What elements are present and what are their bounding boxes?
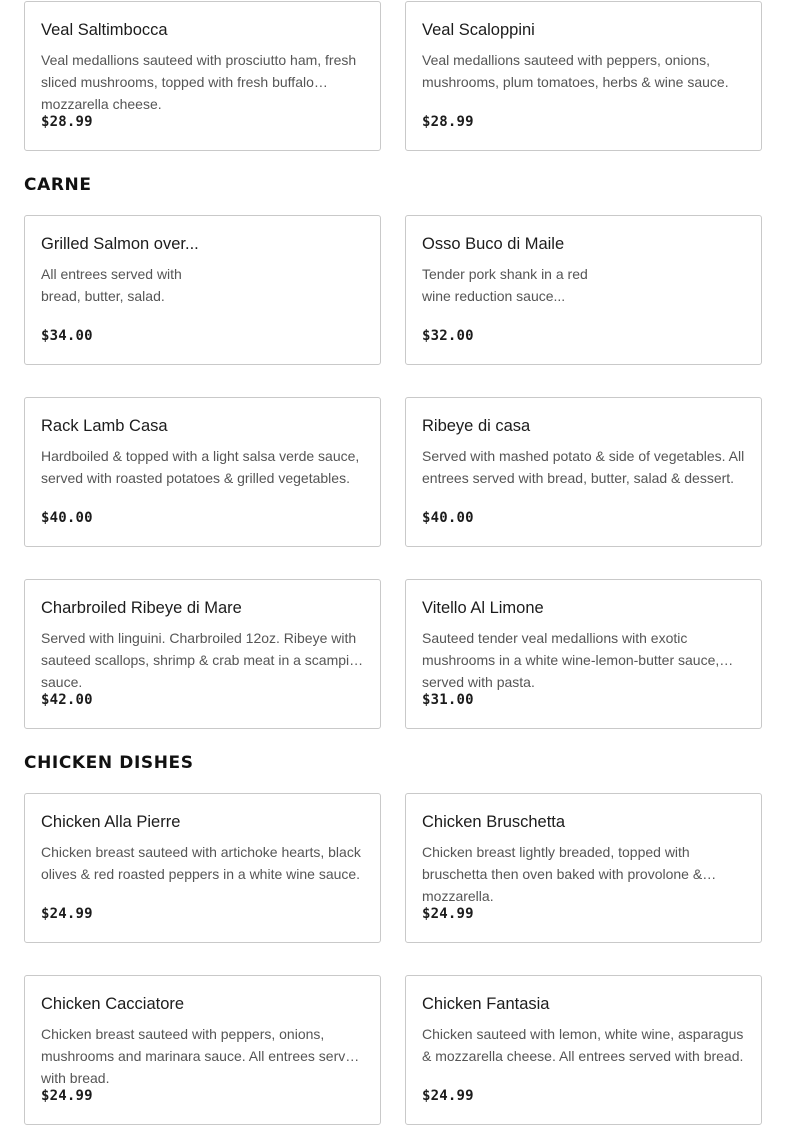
menu-item-price: $40.00 [41,510,93,526]
menu-item-price: $34.00 [41,328,93,344]
menu-item-name: Chicken Bruschetta [422,813,566,831]
menu-item-card[interactable] [24,975,381,1125]
menu-item-card[interactable] [24,1,381,151]
menu-item-card[interactable] [405,215,762,365]
menu-item-description: Tender pork shank in a red wine reduction sauce... [422,266,588,304]
menu-item-description: Sauteed tender veal medallions with exotic mushrooms in a white wine-lemon-butter sauce, served with pasta. [422,630,720,690]
menu-item-description: Chicken breast sauteed with artichoke hearts, black olives & red roasted peppers in a white wine sauce. [41,844,361,882]
menu-item-description: Served with linguini. Charbroiled 12oz. Ribeye with sauteed scallops, shrimp & crab meat in a scampi sauce. [41,630,357,690]
menu-section-chicken-dishes [0,729,785,1111]
menu-item-price: $28.99 [41,114,93,130]
menu-item-price: $32.00 [422,328,474,344]
menu-item-price: $28.99 [422,114,474,130]
menu-item-name: Ribeye di casa [422,417,531,435]
menu-item-card[interactable] [405,1,762,151]
menu-item-description: Hardboiled & topped with a light salsa verde sauce, served with roasted potatoes & grilled vegetables. [41,448,360,486]
menu-item-description: Veal medallions sauteed with peppers, onions, mushrooms, plum tomatoes, herbs & wine sauce. [422,52,729,90]
menu-item-card[interactable] [405,397,762,547]
section-heading: CARNE [24,175,92,195]
menu-item-name: Rack Lamb Casa [41,417,168,435]
menu-item-card[interactable] [24,397,381,547]
menu-item-card[interactable] [405,579,762,729]
menu-item-price: $24.99 [422,906,474,922]
menu-item-description: Veal medallions sauteed with prosciutto ham, fresh sliced mushrooms, topped with fresh buffalo mozzarella cheese. [41,52,357,112]
menu-item-name: Osso Buco di Maile [422,235,565,253]
menu-item-card[interactable] [24,793,381,943]
menu-item-price: $24.99 [41,906,93,922]
section-heading: CHICKEN DISHES [24,753,194,773]
menu-item-name: Veal Saltimbocca [41,21,168,39]
menu-item-card[interactable] [405,793,762,943]
menu-item-name: Veal Scaloppini [422,21,535,39]
menu-item-description: Chicken sauteed with lemon, white wine, asparagus & mozzarella cheese. All entrees served with bread. [422,1026,744,1064]
menu-item-price: $24.99 [422,1088,474,1104]
menu-item-card[interactable] [405,975,762,1125]
menu-section-carne [0,151,785,729]
menu-item-name: Grilled Salmon over... [41,235,199,253]
menu-item-description: All entrees served with bread, butter, salad. [41,266,182,304]
menu-item-name: Charbroiled Ribeye di Mare [41,599,242,617]
menu-item-price: $24.99 [41,1088,93,1104]
menu-item-name: Chicken Alla Pierre [41,813,181,831]
menu-item-description: Chicken breast lightly breaded, topped with bruschetta then oven baked with provolone & mozzarella. [422,844,703,904]
menu-item-card[interactable] [24,579,381,729]
menu-item-name: Vitello Al Limone [422,599,544,617]
menu-item-name: Chicken Cacciatore [41,995,185,1013]
menu-item-name: Chicken Fantasia [422,995,550,1013]
menu-item-price: $31.00 [422,692,474,708]
menu-item-description: Chicken breast sauteed with peppers, onions, mushrooms and marinara sauce. All entrees served with bread. [41,1026,361,1086]
menu-item-card[interactable] [24,215,381,365]
menu-item-description: Served with mashed potato & side of vegetables. All entrees served with bread, butter, salad & dessert. [422,448,745,486]
menu-section-veal [0,0,785,151]
menu-item-price: $42.00 [41,692,93,708]
menu-item-price: $40.00 [422,510,474,526]
